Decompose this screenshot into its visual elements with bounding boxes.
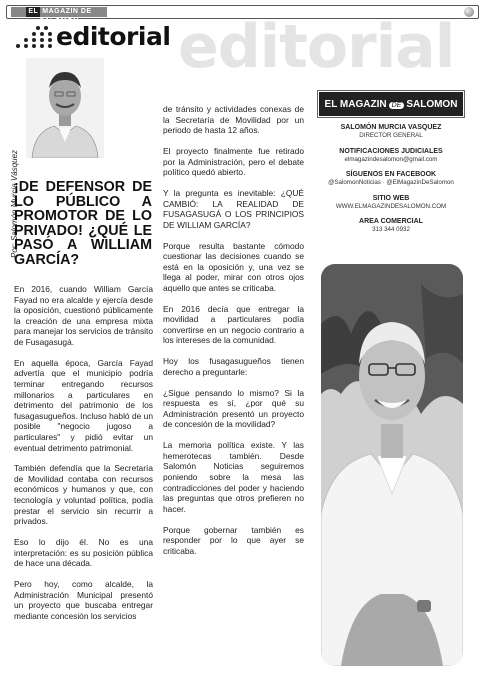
main-photo bbox=[321, 264, 463, 666]
notifications-email[interactable]: elmagazindesalomon@gmail.com bbox=[344, 155, 438, 163]
paragraph: En 2016 decía que entregar la movilidad a particulares podía convertirse en un negocio contrario a los intereses de la comunidad. bbox=[163, 303, 304, 346]
paragraph: La memoria política existe. Y las hemerotecas también. Desde Salomón Noticias seguiremos poniendo sobre la mesa las contradicciones del poder y haciendo las preguntas que otros prefieren no hacer. bbox=[163, 440, 304, 514]
director-role: DIRECTOR GENERAL bbox=[359, 132, 423, 139]
website-block bbox=[319, 195, 463, 211]
section-header bbox=[14, 22, 170, 50]
website-url[interactable]: WWW.ELMAGAZINDESALOMON.COM bbox=[335, 202, 447, 210]
dots-icon bbox=[14, 24, 54, 48]
paragraph: Porque resulta bastante cómodo cuestionar las decisiones cuando se está en la oposición y, una vez se llega al poder, mirar con otros ojos aquello que antes se criticaba. bbox=[163, 240, 304, 293]
facebook-heading: SÍGUENOS EN FACEBOOK bbox=[345, 171, 437, 178]
headline: ¡DE DEFENSOR DE LO PÚBLICO A PROMOTOR DE LO PRIVADO! ¿QUÉ LE PASÓ A WILLIAM GARCÍA? bbox=[14, 179, 152, 268]
commercial-phone[interactable]: 313 344 0932 bbox=[372, 226, 410, 233]
brand-right: SALOMON bbox=[406, 99, 458, 110]
section-title: editorial bbox=[56, 21, 171, 51]
globe-icon bbox=[464, 7, 474, 17]
paragraph: Y la pregunta es inevitable: ¿QUÉ CAMBIÓ: LA REALIDAD DE FUSAGASUGÁ O LOS PRINCIPIOS DE WILLIAM GARCÍA? bbox=[163, 187, 304, 230]
commercial-heading: AREA COMERCIAL bbox=[359, 218, 423, 225]
paragraph: Hoy los fusagasugueños tienen derecho a preguntarle: bbox=[163, 356, 304, 377]
masthead-box: EL bbox=[28, 8, 39, 15]
article-column-2 bbox=[163, 104, 304, 566]
website-heading: SITIO WEB bbox=[372, 194, 410, 202]
publication-info-box bbox=[319, 92, 463, 250]
paragraph: Eso lo dijo él. No es una interpretación: es su posición pública de hace una década. bbox=[14, 537, 153, 569]
notifications-heading: NOTIFICACIONES JUDICIALES bbox=[339, 147, 443, 155]
commercial-block bbox=[319, 218, 463, 234]
paragraph: Porque gobernar también es responder por lo que ayer se criticaba. bbox=[163, 524, 304, 556]
brand-left: EL MAGAZIN bbox=[324, 99, 387, 110]
byline-text: Por: Salomón Murcia Vásquez bbox=[10, 149, 19, 258]
brand-de: DE bbox=[389, 102, 405, 109]
director-block bbox=[319, 124, 463, 140]
facebook-block bbox=[319, 171, 463, 187]
article-column-1 bbox=[14, 284, 153, 632]
paragraph: En 2016, cuando William García Fayad no era alcalde y ejercía desde la oposición, cuestionó públicamente la creación de una empresa mixta para manejar los servicios de tránsito de Fusagasugá. bbox=[14, 284, 153, 347]
facebook-handles[interactable]: @SalomonNoticias · @ElMagazinDeSalomon bbox=[328, 179, 454, 186]
paragraph: ¿Sigue pensando lo mismo? Si la respuesta es sí, ¿por qué su Administración presentó un proyecto de concesión de la movilidad? bbox=[163, 387, 304, 430]
paragraph: de tránsito y actividades conexas de la Secretaría de Movilidad por un periodo de hasta 12 años. bbox=[163, 104, 304, 136]
masthead-logo bbox=[11, 7, 107, 25]
ghost-section-title: editorial bbox=[178, 12, 455, 82]
author-photo bbox=[26, 58, 104, 158]
paragraph: En aquella época, García Fayad advertía que el municipio podría terminar entregando recursos millonarios a particulares en detrimento del patrimonio de los fusagasugueños. Incluso habló de un posible "negocio jugoso a particulares" y pidió evitar un eventual detrimento patrimonial. bbox=[14, 357, 153, 453]
notifications-block bbox=[319, 148, 463, 164]
paragraph: También defendía que la Secretaría de Movilidad contaba con recursos económicos y humanos y que, con tecnología y voluntad política, podía prestar el servicio sin recurrir a privados. bbox=[14, 463, 153, 527]
director-name: SALOMÓN MURCIA VASQUEZ bbox=[340, 124, 442, 131]
paragraph: Pero hoy, como alcalde, la Administración Municipal presentó un proyecto que buscaba entregar mediante concesión los servicios bbox=[14, 579, 153, 621]
brand-logo bbox=[319, 92, 463, 116]
masthead-name: MAGAZIN DE SALOMON bbox=[39, 8, 92, 25]
paragraph: El proyecto finalmente fue retirado por la Administración, pero el debate político quedó abierto. bbox=[163, 145, 304, 178]
